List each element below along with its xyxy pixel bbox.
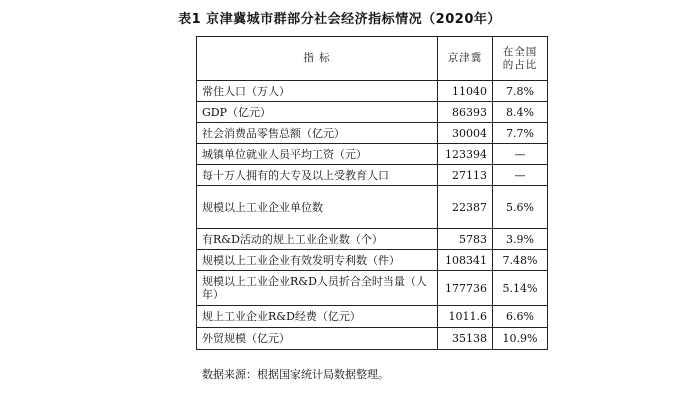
row-share: 6.6% [493, 306, 548, 328]
table-row [197, 144, 548, 165]
header-share: 在全国的占比 [493, 37, 548, 81]
row-indicator: 外贸规模（亿元） [197, 328, 438, 350]
row-share: 5.14% [493, 271, 548, 306]
table-header-row [197, 37, 548, 81]
row-share: 7.48% [493, 250, 548, 271]
row-indicator: 每十万人拥有的大专及以上受教育人口 [197, 165, 438, 186]
row-value: 86393 [438, 102, 493, 123]
table-row [197, 229, 548, 250]
source-note: 数据来源：根据国家统计局数据整理。 [202, 368, 389, 381]
row-value: 30004 [438, 123, 493, 144]
table-row [197, 306, 548, 328]
row-share: 7.7% [493, 123, 548, 144]
row-value: 11040 [438, 81, 493, 102]
row-value: 22387 [438, 186, 493, 229]
row-value: 1011.6 [438, 306, 493, 328]
header-indicator: 指 标 [197, 37, 438, 81]
row-share: 3.9% [493, 229, 548, 250]
row-value: 123394 [438, 144, 493, 165]
row-value: 35138 [438, 328, 493, 350]
row-indicator: 规模以上工业企业有效发明专利数（件） [197, 250, 438, 271]
table-row [197, 102, 548, 123]
row-indicator: 规模以上工业企业R&D人员折合全时当量（人年） [197, 271, 438, 306]
row-value: 177736 [438, 271, 493, 306]
header-region: 京津冀 [438, 37, 493, 81]
row-share: 5.6% [493, 186, 548, 229]
row-value: 108341 [438, 250, 493, 271]
row-value: 5783 [438, 229, 493, 250]
row-indicator: 社会消费品零售总额（亿元） [197, 123, 438, 144]
row-indicator: 规模以上工业企业单位数 [197, 186, 438, 229]
row-value: 27113 [438, 165, 493, 186]
table-row [197, 271, 548, 306]
row-indicator: 常住人口（万人） [197, 81, 438, 102]
table-row [197, 165, 548, 186]
table-row [197, 250, 548, 271]
indicator-table [196, 36, 548, 350]
table-row [197, 328, 548, 350]
table-title: 表1 京津冀城市群部分社会经济指标情况（2020年） [178, 12, 501, 27]
row-indicator: 城镇单位就业人员平均工资（元） [197, 144, 438, 165]
table-row [197, 123, 548, 144]
row-indicator: GDP（亿元） [197, 102, 438, 123]
row-share: — [493, 165, 548, 186]
table-row [197, 186, 548, 229]
row-share: 10.9% [493, 328, 548, 350]
row-share: 8.4% [493, 102, 548, 123]
row-share: — [493, 144, 548, 165]
table-row [197, 81, 548, 102]
row-indicator: 规上工业企业R&D经费（亿元） [197, 306, 438, 328]
row-indicator: 有R&D活动的规上工业企业数（个） [197, 229, 438, 250]
row-share: 7.8% [493, 81, 548, 102]
